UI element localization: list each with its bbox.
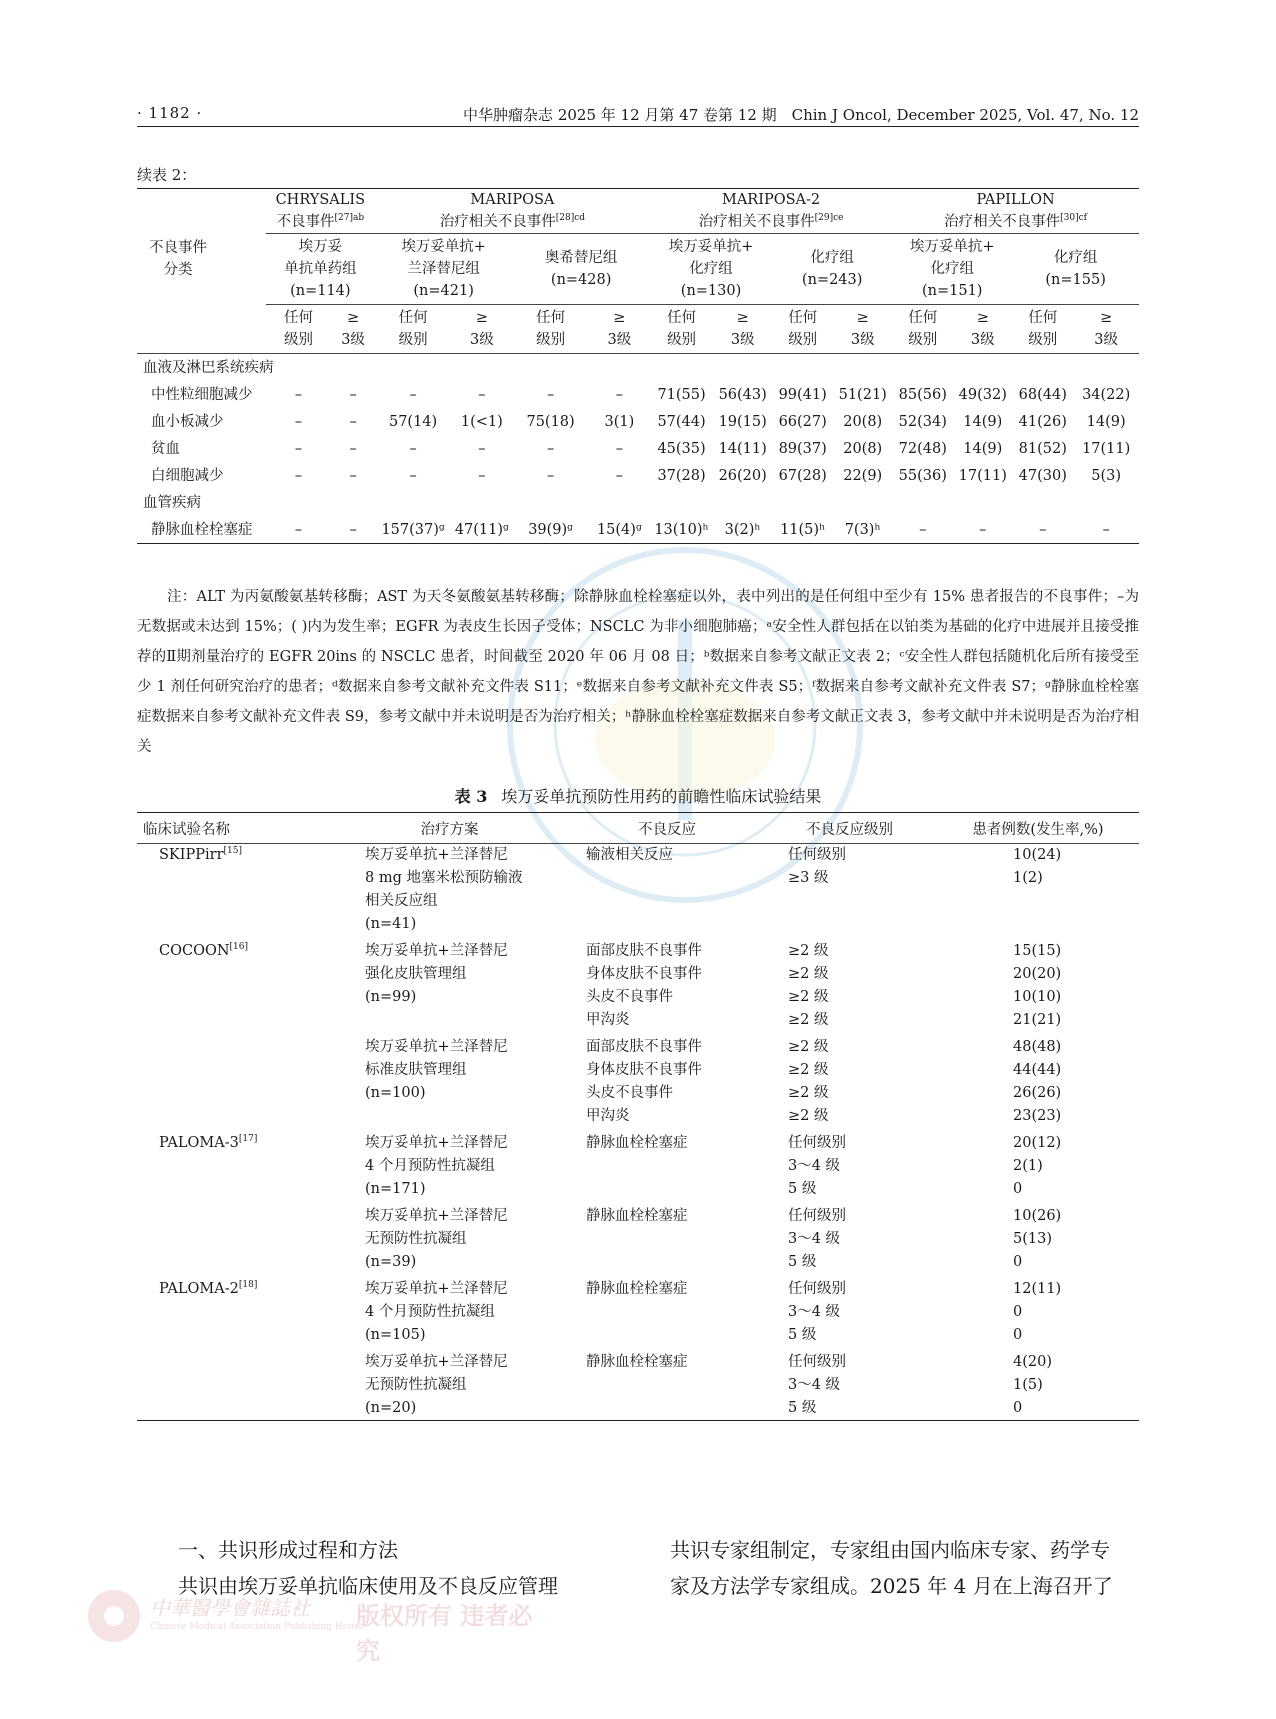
table-cell: – [615, 386, 623, 403]
table-cell: – [349, 386, 357, 403]
table-cell: 19(15) [718, 413, 767, 430]
adverse-reaction: 静脉血栓栓塞症 [586, 1281, 688, 1297]
patient-count: 0 [1013, 1327, 1023, 1343]
trial-name [137, 1374, 327, 1397]
patient-count: 20(20) [1013, 966, 1062, 982]
table-row [137, 844, 1139, 868]
reaction-grade: 5 级 [788, 1327, 817, 1343]
trial-name [137, 1301, 327, 1324]
reaction-grade: 3～4 级 [788, 1377, 841, 1393]
table-cell: 26(20) [718, 467, 767, 484]
table-cell: – [294, 467, 303, 484]
table-cell: – [331, 516, 375, 544]
table-row [137, 1059, 1139, 1082]
reaction-grade: ≥2 级 [788, 1108, 829, 1124]
adverse-reaction: 头皮不良事件 [586, 989, 673, 1005]
grade-any-header: 任何 级别 [650, 305, 713, 354]
table-row [137, 1324, 1139, 1351]
table-row [137, 1397, 1139, 1421]
grade-header-row [137, 305, 1139, 354]
table-cell: 71(55) [657, 386, 706, 403]
patient-count: 1(5) [1013, 1377, 1043, 1393]
reaction-grade: 任何级别 [788, 1281, 846, 1297]
table-row [137, 1132, 1139, 1155]
grade-3plus-header: ≥ 3级 [451, 305, 512, 354]
trial-name: SKIPPirr[15] [159, 846, 242, 863]
table-cell: 47(11)ᵍ [451, 516, 512, 544]
table2-footnote: 注：ALT 为丙氨酸氨基转移酶；AST 为天冬氨酸氨基转移酶；除静脉血栓栓塞症以外，表中列出的是任何组中至少有 15% 患者报告的不良事件；–为无数据或未达到 15%；( )内为发生率；EGFR 为表皮生长因子受体；NSCLC 为非小细胞肺癌；ᵃ安全性人群包括在以铂类为基础的化疗中进展并且接受推荐的Ⅱ期剂量治疗的 EGFR 20ins 的 NSCLC 患者，时间截至 2020 年 06 月 08 日；ᵇ数据来自参考文献正文表 2；ᶜ安全性人群包括随机化后所有接受至少 1 剂任何研究治疗的患者；ᵈ数据来自参考文献补充文件表 S11；ᵉ数据来自参考文献补充文件表 S5；ᶠ数据来自参考文献补充文件表 S7；ᵍ静脉血栓栓塞症数据来自参考文献补充文件表 S9，参考文献中并未说明是否为治疗相关；ʰ静脉血栓栓塞症数据来自参考文献正文表 3，参考文献中并未说明是否为治疗相关 [137, 589, 1139, 755]
grade-3plus-header: ≥ 3级 [1073, 305, 1139, 354]
trial-name [137, 867, 327, 890]
table-cell: 56(43) [718, 386, 767, 403]
table-cell: – [294, 413, 303, 430]
table-cell: 34(22) [1082, 386, 1131, 403]
grade-3plus-header: ≥ 3级 [833, 305, 892, 354]
table-row [137, 1205, 1139, 1228]
treatment-plan: (n=171) [365, 1181, 426, 1197]
table-row [137, 462, 1139, 489]
trial-name [137, 1351, 327, 1374]
table-row [137, 986, 1139, 1009]
table-row [137, 1155, 1139, 1178]
treatment-plan: 埃万妥单抗+兰泽替尼 [365, 943, 508, 959]
trial-name [137, 1324, 327, 1351]
adverse-reaction [572, 1374, 762, 1397]
table3-title: 表 3 埃万妥单抗预防性用药的前瞻性临床试验结果 [454, 787, 822, 806]
group-header: 化疗组 (n=155) [1012, 234, 1139, 305]
table-cell: 75(18) [526, 413, 575, 430]
row-label: 血小板减少 [151, 413, 224, 430]
group-header: 埃万妥 单抗单药组 (n=114) [266, 234, 375, 305]
group-header: 奥希替尼组 (n=428) [512, 234, 650, 305]
patient-count: 48(48) [1013, 1039, 1062, 1055]
table-cell: – [478, 386, 486, 403]
table-row [137, 516, 1139, 544]
trial-name [137, 1251, 327, 1278]
adverse-reaction [572, 1301, 762, 1324]
col-header-ae: 不良反应 [572, 813, 762, 844]
adverse-reaction: 静脉血栓栓塞症 [586, 1135, 688, 1151]
table-row [137, 867, 1139, 890]
table-row [137, 1278, 1139, 1301]
trial-header-chrysalis: CHRYSALIS 不良事件$^{[27]ab}$ [266, 189, 375, 234]
table-cell: 47(30) [1018, 467, 1067, 484]
table-row [137, 1301, 1139, 1324]
reaction-grade: ≥2 级 [788, 989, 829, 1005]
reaction-grade: 5 级 [788, 1181, 817, 1197]
adverse-reaction [572, 867, 762, 890]
adverse-reaction [572, 1155, 762, 1178]
trial-name [137, 890, 327, 913]
adverse-reaction: 身体皮肤不良事件 [586, 1062, 702, 1078]
table-row [137, 940, 1139, 963]
reaction-grade: ≥3 级 [788, 870, 829, 886]
grade-any-header: 任何 级别 [1012, 305, 1073, 354]
adverse-reaction: 面部皮肤不良事件 [586, 943, 702, 959]
table-cell: 14(9) [1086, 413, 1126, 430]
reaction-grade [762, 913, 937, 940]
grade-any-header: 任何 级别 [512, 305, 588, 354]
adverse-reaction: 身体皮肤不良事件 [586, 966, 702, 982]
trial-name [137, 1228, 327, 1251]
treatment-plan [327, 1105, 572, 1132]
patient-count: 10(26) [1013, 1208, 1062, 1224]
treatment-plan: (n=99) [365, 989, 417, 1005]
patient-count: 44(44) [1013, 1062, 1062, 1078]
adverse-reaction [572, 1178, 762, 1205]
adverse-reaction: 输液相关反应 [586, 847, 673, 863]
table-cell: 51(21) [838, 386, 887, 403]
reaction-grade: 任何级别 [788, 1135, 846, 1151]
table-cell: 68(44) [1018, 386, 1067, 403]
trial-name [137, 1009, 327, 1036]
table-row [137, 1178, 1139, 1205]
section-title: 血液及淋巴系统疾病 [143, 359, 274, 376]
trial-name [137, 913, 327, 940]
treatment-plan: 强化皮肤管理组 [365, 966, 467, 982]
trial-name: PALOMA-2[18] [159, 1280, 258, 1297]
treatment-plan: 埃万妥单抗+兰泽替尼 [365, 1281, 508, 1297]
group-header: 埃万妥单抗+ 化疗组 (n=130) [650, 234, 772, 305]
table-cell: 13(10)ʰ [650, 516, 713, 544]
table-cell: 57(14) [388, 413, 438, 430]
table3-prophylaxis-trials [137, 812, 1139, 1421]
table-cell: 57(44) [657, 413, 706, 430]
trial-header-mariposa: MARIPOSA 治疗相关不良事件$^{[28]cd}$ [375, 189, 650, 234]
publisher-name-en: Chinese Medical Association Publishing House [150, 1622, 364, 1632]
trial-header-papillon: PAPILLON 治疗相关不良事件$^{[30]cf}$ [892, 189, 1139, 234]
publisher-stamp [86, 1588, 556, 1665]
col-header-grade: 不良反应级别 [762, 813, 937, 844]
col-header-count: 患者例数(发生率,%) [937, 813, 1139, 844]
table-row [137, 1351, 1139, 1374]
table-cell: – [546, 440, 555, 457]
table-row [137, 1036, 1139, 1059]
reaction-grade: ≥2 级 [788, 1062, 829, 1078]
table-cell: 39(9)ᵍ [512, 516, 588, 544]
table-row [137, 1228, 1139, 1251]
page-number: · 1182 · [137, 104, 203, 122]
patient-count: 1(2) [1013, 870, 1043, 886]
treatment-plan: 埃万妥单抗+兰泽替尼 [365, 1135, 508, 1151]
trial-name [137, 1059, 327, 1082]
reaction-grade [762, 890, 937, 913]
table-cell: 55(36) [898, 467, 947, 484]
treatment-plan: 埃万妥单抗+兰泽替尼 [365, 1039, 508, 1055]
table-cell: – [1073, 516, 1139, 544]
reaction-grade: 任何级别 [788, 847, 846, 863]
treatment-plan: 无预防性抗凝组 [365, 1377, 467, 1393]
table-cell: 17(11) [1082, 440, 1131, 457]
trial-name [137, 1036, 327, 1059]
table-cell: 3(1) [604, 413, 635, 430]
table-cell: – [546, 386, 555, 403]
table-row [137, 1251, 1139, 1278]
table-cell: 14(9) [963, 440, 1003, 457]
row-label: 贫血 [151, 440, 180, 457]
row-label: 中性粒细胞减少 [151, 386, 253, 403]
table-cell: – [349, 413, 357, 430]
treatment-plan: 无预防性抗凝组 [365, 1231, 467, 1247]
table-row [137, 435, 1139, 462]
table-row [137, 1009, 1139, 1036]
table-cell: 14(11) [718, 440, 767, 457]
adverse-reaction: 头皮不良事件 [586, 1085, 673, 1101]
trial-name [137, 963, 327, 986]
table-cell: 37(28) [657, 467, 706, 484]
treatment-plan: (n=39) [365, 1254, 417, 1270]
grade-any-header: 任何 级别 [892, 305, 953, 354]
grade-3plus-header: ≥ 3级 [953, 305, 1012, 354]
treatment-plan: (n=41) [365, 916, 417, 932]
reaction-grade: 任何级别 [788, 1354, 846, 1370]
reaction-grade: 任何级别 [788, 1208, 846, 1224]
trial-name: COCOON[16] [159, 942, 249, 959]
adverse-reaction: 面部皮肤不良事件 [586, 1039, 702, 1055]
trial-header-mariposa2: MARIPOSA-2 治疗相关不良事件$^{[29]ce}$ [650, 189, 892, 234]
table-row [137, 1082, 1139, 1105]
trial-name [137, 1397, 327, 1421]
table-cell: – [478, 440, 486, 457]
trial-name [137, 1178, 327, 1205]
adverse-reaction [572, 1251, 762, 1278]
treatment-plan: (n=20) [327, 1397, 572, 1421]
table-cell: – [953, 516, 1012, 544]
table-cell: 66(27) [778, 413, 827, 430]
copyright-slogan: 版权所有 违者必究 [356, 1601, 533, 1665]
reaction-grade: ≥2 级 [788, 966, 829, 982]
grade-3plus-header: ≥ 3级 [589, 305, 650, 354]
reaction-grade: 3～4 级 [788, 1304, 841, 1320]
patient-count: 10(10) [1013, 989, 1062, 1005]
table-cell: 99(41) [778, 386, 827, 403]
paragraph-left: 共识由埃万妥单抗临床使用及不良反应管理 [178, 1574, 558, 1598]
table-row [137, 890, 1139, 913]
reaction-grade: ≥2 级 [788, 1012, 829, 1028]
table-cell: 89(37) [778, 440, 827, 457]
adverse-reaction [572, 890, 762, 913]
table-cell: – [294, 386, 303, 403]
section-heading: 一、共识形成过程和方法 [178, 1538, 398, 1562]
table-cell: 15(4)ᵍ [589, 516, 650, 544]
table-cell: 45(35) [657, 440, 706, 457]
reaction-grade: ≥2 级 [788, 943, 829, 959]
table-row [137, 963, 1139, 986]
table-cell: – [349, 467, 357, 484]
table-cell: – [1012, 516, 1073, 544]
running-header [137, 100, 1139, 127]
table-row [137, 408, 1139, 435]
treatment-plan: 4 个月预防性抗凝组 [365, 1158, 495, 1174]
reaction-grade: ≥2 级 [788, 1085, 829, 1101]
adverse-reaction [572, 913, 762, 940]
table-cell: – [478, 467, 486, 484]
table-cell: – [615, 440, 623, 457]
treatment-plan: 8 mg 地塞米松预防输液 [365, 870, 523, 886]
group-header: 埃万妥单抗+ 化疗组 (n=151) [892, 234, 1012, 305]
treatment-plan: 4 个月预防性抗凝组 [365, 1304, 495, 1320]
treatment-plan: 标准皮肤管理组 [365, 1062, 467, 1078]
table-cell: 81(52) [1018, 440, 1067, 457]
adverse-reaction [572, 1324, 762, 1351]
table-cell: 72(48) [898, 440, 947, 457]
table-row [137, 1105, 1139, 1132]
table-cell: 67(28) [778, 467, 827, 484]
paragraph-right-line2: 家及方法学专家组成。2025 年 4 月在上海召开了 [670, 1574, 1113, 1598]
trial-name [137, 1105, 327, 1132]
table-cell: 20(8) [843, 413, 883, 430]
adverse-reaction: 静脉血栓栓塞症 [586, 1354, 688, 1370]
grade-any-header: 任何 级别 [266, 305, 331, 354]
patient-count: 10(24) [1013, 847, 1062, 863]
treatment-plan [327, 1009, 572, 1036]
treatment-plan: 埃万妥单抗+兰泽替尼 [365, 1354, 508, 1370]
reaction-grade: ≥2 级 [788, 1039, 829, 1055]
table-cell: – [409, 467, 417, 484]
table-row [137, 913, 1139, 940]
patient-count: 20(12) [1013, 1135, 1062, 1151]
table-cell: – [266, 516, 331, 544]
table-cell: 11(5)ʰ [772, 516, 833, 544]
grade-3plus-header: ≥ 3级 [713, 305, 772, 354]
grade-any-header: 任何 级别 [375, 305, 451, 354]
row-label-header: 不良事件 分类 [137, 305, 266, 354]
table-cell: 17(11) [958, 467, 1007, 484]
patient-count [937, 890, 1139, 913]
patient-count: 0 [1013, 1254, 1023, 1270]
table-row [137, 381, 1139, 408]
table-cell: – [409, 386, 417, 403]
patient-count: 21(21) [1013, 1012, 1062, 1028]
reaction-grade: 5 级 [788, 1254, 817, 1270]
adverse-reaction: 静脉血栓栓塞症 [586, 1208, 688, 1224]
table-cell: 52(34) [898, 413, 947, 430]
reaction-grade: 3～4 级 [788, 1231, 841, 1247]
table-cell: 14(9) [963, 413, 1003, 430]
row-label: 静脉血栓栓塞症 [137, 516, 266, 544]
patient-count: 23(23) [1013, 1108, 1062, 1124]
patient-count: 12(11) [1013, 1281, 1062, 1297]
table-continued-label: 续表 2： [137, 166, 197, 184]
table-cell: – [892, 516, 953, 544]
grade-any-header: 任何 级别 [772, 305, 833, 354]
trial-name [137, 1082, 327, 1105]
table-cell: – [409, 440, 417, 457]
group-header: 埃万妥单抗+ 兰泽替尼组 (n=421) [375, 234, 513, 305]
treatment-plan: (n=100) [365, 1085, 426, 1101]
patient-count: 5(13) [1013, 1231, 1052, 1247]
trial-name [137, 986, 327, 1009]
adverse-reaction [572, 1228, 762, 1251]
table-cell: – [294, 440, 303, 457]
row-label: 白细胞减少 [151, 467, 224, 484]
col-header-trial: 临床试验名称 [137, 813, 327, 844]
grade-3plus-header: ≥ 3级 [331, 305, 375, 354]
reaction-grade: 5 级 [762, 1397, 937, 1421]
table-cell: 1(<1) [460, 413, 503, 430]
table-cell: 20(8) [843, 440, 883, 457]
adverse-reaction: 甲沟炎 [586, 1012, 630, 1028]
table-cell: – [546, 467, 555, 484]
table-row [137, 1374, 1139, 1397]
table-cell: 157(37)ᵍ [375, 516, 451, 544]
table-cell: 49(32) [958, 386, 1007, 403]
patient-count: 4(20) [1013, 1354, 1052, 1370]
trial-name: PALOMA-3[17] [159, 1134, 258, 1151]
trial-name [137, 1155, 327, 1178]
table2-adverse-events [137, 188, 1139, 544]
publisher-name: 中華醫學會雜誌社 [150, 1596, 310, 1620]
paragraph-right-line1: 共识专家组制定，专家组由国内临床专家、药学专 [670, 1538, 1110, 1562]
reaction-grade: 3～4 级 [788, 1158, 841, 1174]
col-header-plan: 治疗方案 [327, 813, 572, 844]
journal-citation: 中华肿瘤杂志 2025 年 12 月第 47 卷第 12 期 Chin J Oncol, December 2025, Vol. 47, No. 12 [463, 106, 1139, 124]
treatment-plan: 埃万妥单抗+兰泽替尼 [365, 1208, 508, 1224]
group-header: 化疗组 (n=243) [772, 234, 892, 305]
patient-count: 15(15) [1013, 943, 1062, 959]
table-cell: 5(3) [1091, 467, 1122, 484]
patient-count: 0 [937, 1397, 1139, 1421]
patient-count [937, 913, 1139, 940]
table-cell: – [615, 467, 623, 484]
table-cell: 41(26) [1018, 413, 1067, 430]
patient-count: 0 [1013, 1304, 1023, 1320]
table-cell: 7(3)ʰ [833, 516, 892, 544]
table-cell: 3(2)ʰ [713, 516, 772, 544]
section-title: 血管疾病 [143, 494, 201, 511]
flower-logo-icon [86, 1588, 142, 1644]
table-cell: 22(9) [843, 467, 883, 484]
adverse-reaction: 甲沟炎 [586, 1108, 630, 1124]
treatment-plan: 相关反应组 [365, 893, 438, 909]
adverse-reaction [572, 1397, 762, 1421]
patient-count: 26(26) [1013, 1085, 1062, 1101]
patient-count: 0 [1013, 1181, 1023, 1197]
table-cell: 85(56) [898, 386, 947, 403]
trial-name [137, 1205, 327, 1228]
treatment-plan: (n=105) [365, 1327, 426, 1343]
table-cell: – [349, 440, 357, 457]
patient-count: 2(1) [1013, 1158, 1043, 1174]
treatment-plan: 埃万妥单抗+兰泽替尼 [365, 847, 508, 863]
